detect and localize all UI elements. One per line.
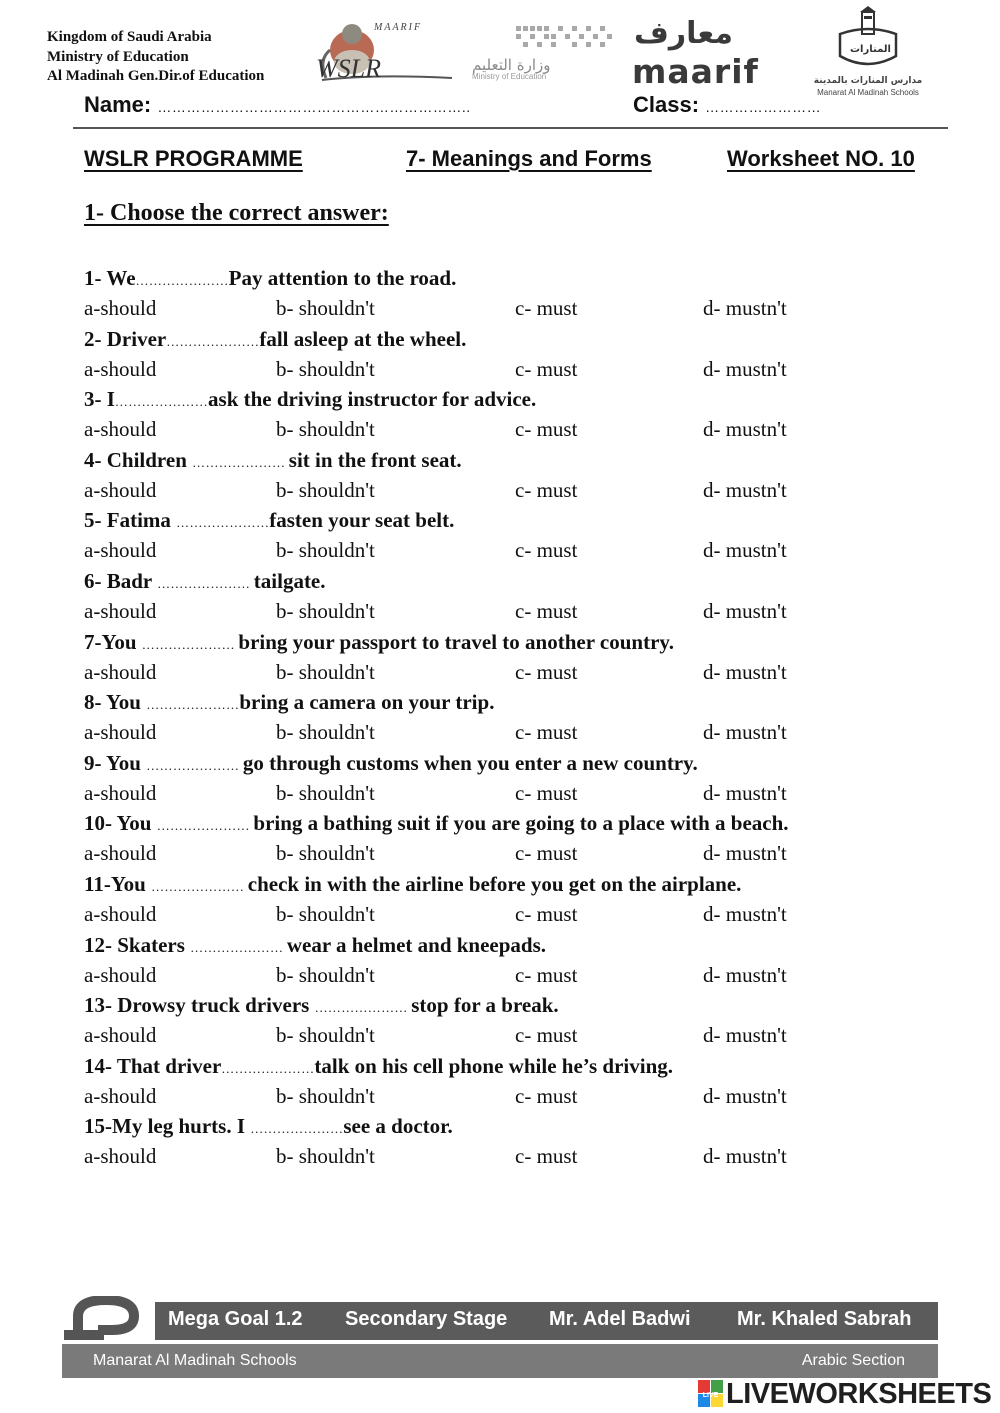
question-4 <box>84 445 964 475</box>
options-row <box>84 838 964 869</box>
manarat-logo <box>798 6 938 100</box>
question-text-before: 3- I <box>84 387 115 412</box>
options-row <box>84 596 964 627</box>
option-b[interactable]: b- shouldn't <box>276 780 375 805</box>
question-text-after: fasten your seat belt. <box>269 508 455 533</box>
option-d[interactable]: d- mustn't <box>703 417 787 442</box>
options-row <box>84 717 964 748</box>
question-text-after: bring your passport to travel to another country. <box>238 629 674 654</box>
answer-blank[interactable]: ………………… <box>192 454 289 470</box>
option-a[interactable]: a-should <box>84 538 157 563</box>
option-b[interactable]: b- shouldn't <box>276 720 375 745</box>
answer-blank[interactable]: ………………… <box>146 697 240 713</box>
answer-blank[interactable]: ………………… <box>114 394 209 410</box>
wslr-top-text: MAARIF <box>374 22 423 33</box>
option-a[interactable]: a-should <box>84 356 157 381</box>
option-b[interactable]: b- shouldn't <box>276 296 375 320</box>
question-text-before: 4- Children <box>84 447 193 472</box>
unit-title: 7- Meanings and Forms <box>406 146 652 171</box>
footer-teacher-2: Mr. Khaled Sabrah <box>737 1308 912 1330</box>
manarat-english: Manarat Al Madinah Schools <box>817 88 919 97</box>
name-field[interactable] <box>84 92 471 118</box>
answer-blank[interactable]: ………………… <box>146 757 243 773</box>
option-d[interactable]: d- mustn't <box>703 962 787 987</box>
footer-subbar <box>62 1344 938 1378</box>
ministry-logo <box>466 22 616 86</box>
options-row <box>84 475 964 506</box>
title-bar <box>84 146 932 178</box>
footer-logo <box>64 1296 154 1342</box>
wslr-main-text: WSLR <box>316 54 381 83</box>
option-c[interactable]: c- must <box>515 720 578 745</box>
option-d[interactable]: d- mustn't <box>703 841 787 866</box>
option-c[interactable]: c- must <box>515 841 578 866</box>
option-d[interactable]: d- mustn't <box>703 1023 787 1048</box>
answer-blank[interactable]: ………………… <box>250 1121 344 1137</box>
question-2 <box>84 324 964 354</box>
options-row <box>84 778 964 809</box>
option-b[interactable]: b- shouldn't <box>276 901 375 926</box>
question-14 <box>84 1051 964 1081</box>
option-b[interactable]: b- shouldn't <box>276 477 375 502</box>
option-b[interactable]: b- shouldn't <box>276 417 375 442</box>
option-c[interactable]: c- must <box>515 1083 578 1108</box>
liveworksheets-logo-icon <box>698 1380 724 1408</box>
question-text-after: go through customs when you enter a new country. <box>242 750 698 775</box>
option-b[interactable]: b- shouldn't <box>276 598 375 623</box>
answer-blank[interactable]: ………………… <box>190 939 287 955</box>
question-text-before: 6- Badr <box>84 568 158 593</box>
option-c[interactable]: c- must <box>515 1144 578 1169</box>
option-d[interactable]: d- mustn't <box>703 296 787 320</box>
organization-block <box>47 28 264 87</box>
option-b[interactable]: b- shouldn't <box>276 1083 375 1108</box>
footer-stage: Secondary Stage <box>345 1308 508 1330</box>
option-d[interactable]: d- mustn't <box>703 720 787 745</box>
option-a[interactable]: a-should <box>84 1023 157 1048</box>
option-b[interactable]: b- shouldn't <box>276 356 375 381</box>
question-text-before: 2- Driver <box>84 326 167 351</box>
options-row <box>84 657 964 688</box>
option-b[interactable]: b- shouldn't <box>276 841 375 866</box>
question-11 <box>84 869 964 899</box>
class-field[interactable] <box>633 92 821 118</box>
option-c[interactable]: c- must <box>515 780 578 805</box>
option-b[interactable]: b- shouldn't <box>276 962 375 987</box>
option-a[interactable]: a-should <box>84 417 157 442</box>
answer-blank[interactable]: ………………… <box>166 333 260 349</box>
programme-title: WSLR PROGRAMME <box>84 146 303 171</box>
footer-school: Manarat Al Madinah Schools <box>93 1352 297 1369</box>
option-b[interactable]: b- shouldn't <box>276 659 375 684</box>
maarif-arabic: معارف <box>634 16 733 51</box>
options-row <box>84 899 964 930</box>
option-c[interactable]: c- must <box>515 356 578 381</box>
question-text-before: 1- We <box>84 266 136 290</box>
options-row <box>84 1020 964 1051</box>
worksheet-number: Worksheet NO. 10 <box>727 146 915 171</box>
options-row <box>84 414 964 445</box>
answer-blank[interactable]: ………………… <box>135 273 229 288</box>
ministry-dots-icon <box>516 24 614 52</box>
wslr-logo <box>312 20 460 88</box>
option-c[interactable]: c- must <box>515 962 578 987</box>
options-row <box>84 1141 964 1172</box>
option-a[interactable]: a-should <box>84 962 157 987</box>
option-d[interactable]: d- mustn't <box>703 356 787 381</box>
question-text-after: bring a bathing suit if you are going to a place with a beach. <box>253 811 789 836</box>
question-text-after: bring a camera on your trip. <box>239 690 495 715</box>
option-c[interactable]: c- must <box>515 659 578 684</box>
option-c[interactable]: c- must <box>515 538 578 563</box>
option-d[interactable]: d- mustn't <box>703 659 787 684</box>
option-a[interactable]: a-should <box>84 720 157 745</box>
answer-blank[interactable]: ………………… <box>151 878 248 894</box>
org-line-3: Al Madinah Gen.Dir.of Education <box>47 68 265 84</box>
option-d[interactable]: d- mustn't <box>703 1144 787 1169</box>
ministry-arabic: وزارة التعليم <box>472 56 551 74</box>
org-line-1: Kingdom of Saudi Arabia <box>47 29 212 45</box>
question-7 <box>84 627 964 657</box>
question-6 <box>84 566 964 596</box>
option-a[interactable]: a-should <box>84 841 157 866</box>
option-a[interactable]: a-should <box>84 1083 157 1108</box>
option-a[interactable]: a-should <box>84 598 157 623</box>
manarat-swoosh-icon <box>64 1296 154 1342</box>
answer-blank[interactable]: ………………… <box>314 1000 412 1016</box>
header-divider <box>73 127 948 129</box>
question-text-after: stop for a break. <box>411 993 559 1018</box>
option-c[interactable]: c- must <box>515 417 578 442</box>
question-8 <box>84 687 964 717</box>
liveworksheets-badge: LIVE <box>702 1392 719 1399</box>
option-b[interactable]: b- shouldn't <box>276 538 375 563</box>
question-3 <box>84 384 964 414</box>
answer-blank[interactable]: ………………… <box>221 1060 315 1076</box>
option-d[interactable]: d- mustn't <box>703 598 787 623</box>
name-dots: ……………………………………………………….. <box>157 99 471 115</box>
question-text-after: Pay attention to the road. <box>228 266 457 290</box>
question-1 <box>84 263 964 293</box>
manarat-arabic: مدارس المنارات بالمدينة <box>813 76 923 86</box>
question-text-after: sit in the front seat. <box>288 447 462 472</box>
options-row <box>84 1081 964 1112</box>
class-label: Class: <box>633 92 700 117</box>
option-d[interactable]: d- mustn't <box>703 477 787 502</box>
section-title: 1- Choose the correct answer: <box>84 200 389 226</box>
option-a[interactable]: a-should <box>84 1144 157 1169</box>
question-text-before: 13- Drowsy truck drivers <box>84 993 315 1018</box>
question-list <box>84 263 964 1172</box>
question-text-after: tailgate. <box>253 568 326 593</box>
option-a[interactable]: a-should <box>84 477 157 502</box>
maarif-logo <box>630 16 780 91</box>
liveworksheets-watermark <box>698 1378 998 1410</box>
question-10 <box>84 808 964 838</box>
question-text-before: 8- You <box>84 690 147 715</box>
answer-blank[interactable]: ………………… <box>141 636 239 652</box>
option-a[interactable]: a-should <box>84 780 157 805</box>
ministry-english: Ministry of Education <box>472 72 547 81</box>
liveworksheets-text: LIVEWORKSHEETS <box>726 1378 992 1410</box>
question-text-before: 10- You <box>84 811 157 836</box>
option-b[interactable]: b- shouldn't <box>276 1023 375 1048</box>
question-text-after: talk on his cell phone while he’s driving. <box>314 1053 674 1078</box>
footer-section: Arabic Section <box>801 1352 905 1369</box>
option-a[interactable]: a-should <box>84 659 157 684</box>
answer-blank[interactable]: ………………… <box>157 575 254 591</box>
option-c[interactable]: c- must <box>515 901 578 926</box>
question-13 <box>84 990 964 1020</box>
options-row <box>84 535 964 566</box>
maarif-english: maarif <box>632 52 759 91</box>
question-text-before: 14- That driver <box>84 1053 222 1078</box>
question-5 <box>84 505 964 535</box>
answer-blank[interactable]: ………………… <box>176 515 270 531</box>
question-text-before: 9- You <box>84 750 147 775</box>
options-row <box>84 354 964 385</box>
option-d[interactable]: d- mustn't <box>703 780 787 805</box>
question-text-before: 12- Skaters <box>84 932 191 957</box>
question-text-before: 5- Fatima <box>84 508 177 533</box>
option-c[interactable]: c- must <box>515 296 578 320</box>
org-line-2: Ministry of Education <box>47 48 189 65</box>
option-a[interactable]: a-should <box>84 901 157 926</box>
manarat-badge: المنارات <box>850 44 891 55</box>
footer-teacher-1: Mr. Adel Badwi <box>549 1308 691 1330</box>
option-d[interactable]: d- mustn't <box>703 538 787 563</box>
options-row <box>84 293 964 324</box>
class-dots: …………………… <box>705 99 822 115</box>
question-15 <box>84 1111 964 1141</box>
question-text-after: see a doctor. <box>343 1114 453 1139</box>
option-d[interactable]: d- mustn't <box>703 1083 787 1108</box>
question-9 <box>84 748 964 778</box>
option-c[interactable]: c- must <box>515 1023 578 1048</box>
question-text-after: check in with the airline before you get on the airplane. <box>247 871 742 896</box>
manarat-crest-icon <box>798 6 938 76</box>
question-text-before: 15-My leg hurts. I <box>84 1114 251 1139</box>
option-d[interactable]: d- mustn't <box>703 901 787 926</box>
option-b[interactable]: b- shouldn't <box>276 1144 375 1169</box>
option-c[interactable]: c- must <box>515 477 578 502</box>
answer-blank[interactable]: ………………… <box>156 818 254 834</box>
question-text-after: fall asleep at the wheel. <box>259 326 467 351</box>
name-label: Name: <box>84 92 152 117</box>
question-text-before: 7-You <box>84 629 142 654</box>
options-row <box>84 960 964 991</box>
option-a[interactable]: a-should <box>84 296 157 320</box>
question-text-before: 11-You <box>84 871 152 896</box>
question-text-after: wear a helmet and kneepads. <box>286 932 547 957</box>
footer-book: Mega Goal 1.2 <box>168 1308 303 1330</box>
question-12 <box>84 930 964 960</box>
option-c[interactable]: c- must <box>515 598 578 623</box>
footer-bar <box>155 1302 938 1340</box>
question-text-after: ask the driving instructor for advice. <box>208 387 537 412</box>
